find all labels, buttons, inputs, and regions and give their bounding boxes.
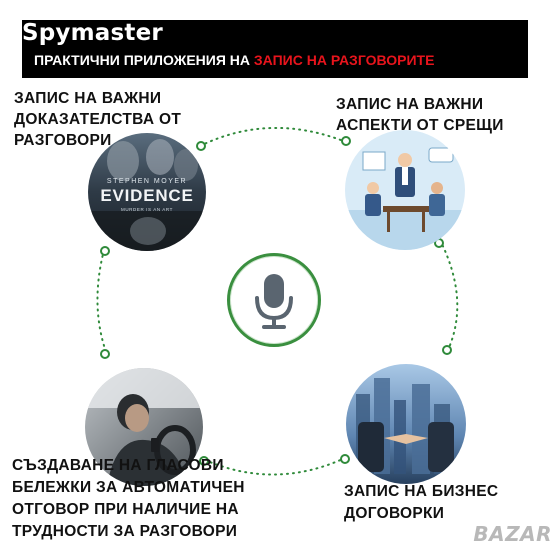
watermark-logo: BAZAR (473, 522, 552, 546)
poster-tagline-text: MURDER IS AN ART (120, 207, 174, 212)
microphone-button (227, 253, 321, 347)
title-red-part: ЗАПИС НА РАЗГОВОРИТЕ (253, 52, 435, 68)
label-meeting-recording: ЗАПИС НА ВАЖНИ АСПЕКТИ ОТ СРЕЩИ (336, 96, 504, 134)
business-handshake-photo (346, 364, 466, 484)
label-evidence-recording: ЗАПИС НА ВАЖНИ ДОКАЗАТЕЛСТВА ОТ РАЗГОВОРИ (14, 90, 182, 149)
ring-node (101, 247, 109, 255)
ring-node (101, 350, 109, 358)
title-white-part: ПРАКТИЧНИ ПРИЛОЖЕНИЯ НА (34, 52, 254, 68)
label-voice-notes: СЪЗДАВАНЕ НА ГЛАСОВИ БЕЛЕЖКИ ЗА АВТОМАТИЧЕН ОТГОВОР ПРИ НАЛИЧИЕ НА ТРУДНОСТИ ЗА РАЗГОВОРИ (12, 457, 245, 540)
ring-node (197, 142, 205, 150)
ring-node (341, 455, 349, 463)
microphone-icon (230, 256, 318, 344)
ring-node (443, 346, 451, 354)
poster-title-text: EVIDENCE (100, 186, 194, 205)
meeting-illustration (345, 130, 465, 250)
label-business-deals: ЗАПИС НА БИЗНЕС ДОГОВОРКИ (344, 483, 499, 522)
brand-logo-text: Spymaster (22, 20, 163, 46)
ring-node (342, 137, 350, 145)
poster-actor-text: STEPHEN MOYER (106, 178, 188, 185)
